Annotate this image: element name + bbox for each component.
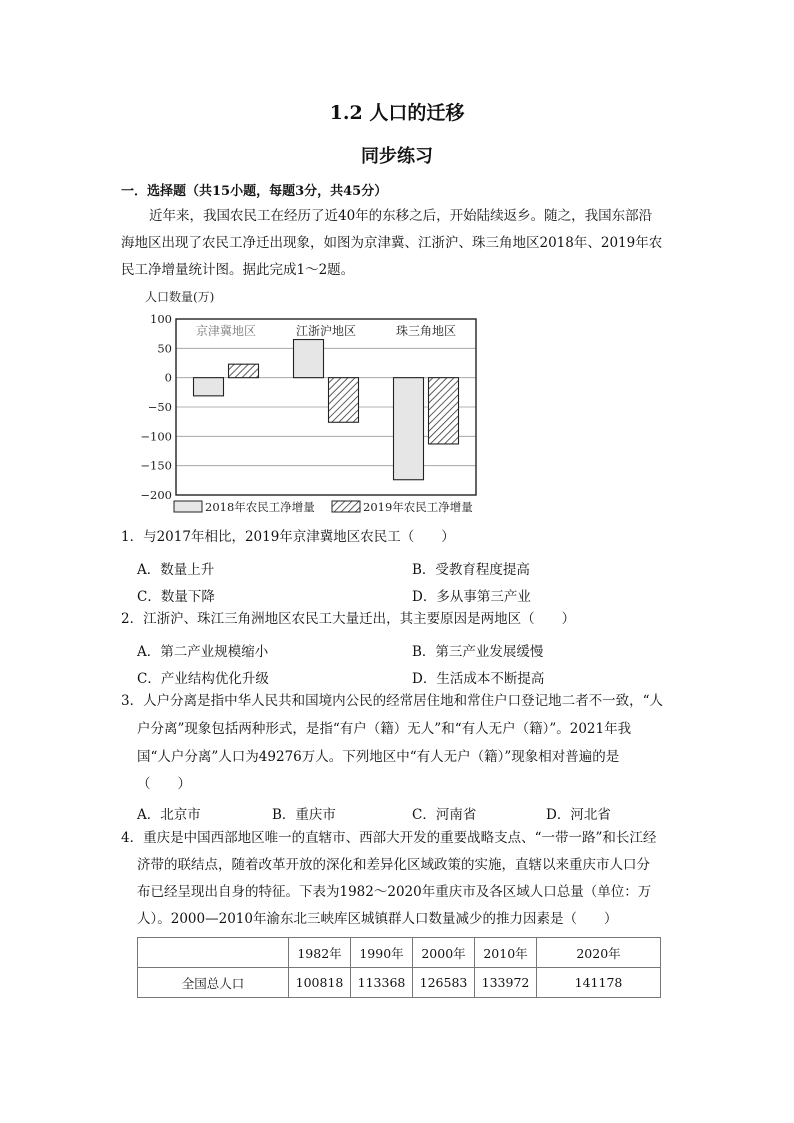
q2-stem: 2．江浙沪、珠江三角洲地区农民工大量迁出，其主要原因是两地区（ ） [121,611,576,627]
population-table [137,937,661,998]
table-cell: 141178 [537,968,661,998]
q1-option-b[interactable]: B．受教育程度提高 [412,562,530,578]
q2-option-c[interactable]: C．产业结构优化升级 [137,671,269,687]
y-tick-label: −150 [140,458,172,473]
q1-option-a[interactable]: A．数量上升 [137,562,215,578]
y-tick-label: 0 [164,370,172,385]
y-tick-label: −200 [140,488,172,502]
table-header-cell [138,938,289,968]
q1-option-c[interactable]: C．数量下降 [137,589,215,605]
q4-line-2: 济带的联结点，随着改革开放的深化和差异化区域政策的实施，直辖以来重庆市人口分 [137,857,650,873]
y-tick-label: −50 [147,400,172,414]
category-label: 京津冀地区 [195,324,257,338]
q2-option-a[interactable]: A．第二产业规模缩小 [137,644,269,660]
bar [194,378,224,396]
bar [394,378,424,480]
bar [429,378,459,444]
q3-option-b[interactable]: B．重庆市 [272,807,336,823]
table-cell: 126583 [413,968,475,998]
table-cell: 全国总人口 [138,968,289,998]
y-tick-label: 50 [157,341,172,356]
category-label: 珠三角地区 [395,324,457,338]
page-title: 1.2 人口的迁移 [329,102,465,124]
table-row [138,968,661,998]
migrant-worker-chart [128,286,498,524]
category-label: 江浙沪地区 [295,324,357,338]
intro-line-3: 民工净增量统计图。据此完成1～2题。 [121,262,355,278]
table-cell: 133972 [475,968,537,998]
table-header-cell: 1982年 [289,938,351,968]
bar [294,340,324,378]
page-subtitle: 同步练习 [361,146,433,167]
legend-label: 2019年农民工净增量 [363,500,473,514]
table-header-cell: 2000年 [413,938,475,968]
legend-swatch [332,501,360,512]
table-header-cell: 2020年 [537,938,661,968]
q3-line-4: （ ） [137,776,191,792]
intro-line-2: 海地区出现了农民工净迁出现象，如图为京津冀、江浙沪、珠三角地区2018年、2019年农 [121,235,663,251]
q3-option-c[interactable]: C．河南省 [412,807,477,823]
table-cell: 113368 [351,968,413,998]
table-header-row [138,938,661,968]
q1-stem: 1．与2017年相比，2019年京津冀地区农民工（ ） [121,529,455,545]
q3-option-d[interactable]: D．河北省 [546,807,611,823]
q2-option-d[interactable]: D．生活成本不断提高 [412,671,545,687]
q4-line-1: 4．重庆是中国西部地区唯一的直辖市、西部大开发的重要战略支点、“一带一路”和长江经 [121,830,657,846]
intro-line-1: 近年来，我国农民工在经历了近40年的东移之后，开始陆续返乡。随之，我国东部沿 [149,208,653,224]
bar [329,378,359,423]
q1-option-d[interactable]: D．多从事第三产业 [412,589,531,605]
y-tick-label: −100 [140,429,172,444]
q4-line-3: 布已经呈现出自身的特征。下表为1982～2020年重庆市及各区域人口总量（单位：万 [137,884,652,900]
q3-line-3: 国“人户分离”人口为49276万人。下列地区中“有人无户（籍）”现象相对普遍的是 [137,749,620,765]
q4-line-4: 人）。2000—2010年渝东北三峡库区城镇群人口数量减少的推力因素是（ ） [137,911,618,927]
table-header-cell: 1990年 [351,938,413,968]
table-cell: 100818 [289,968,351,998]
q3-line-1: 3．人户分离是指中华人民共和国境内公民的经常居住地和常住户口登记地二者不一致，“人 [121,693,663,709]
q2-option-b[interactable]: B．第三产业发展缓慢 [412,644,544,660]
legend-swatch [174,501,202,512]
y-tick-label: 100 [150,312,172,326]
q3-line-2: 户分离”现象包括两种形式，是指“有户（籍）无人”和“有人无户（籍）”。2021年我 [137,721,632,737]
y-axis-label: 人口数量(万) [145,290,215,304]
table-header-cell: 2010年 [475,938,537,968]
bar [229,364,259,377]
q3-option-a[interactable]: A．北京市 [137,807,201,823]
legend-label: 2018年农民工净增量 [205,500,315,514]
section-heading: 一．选择题（共15小题，每题3分，共45分） [121,184,388,199]
